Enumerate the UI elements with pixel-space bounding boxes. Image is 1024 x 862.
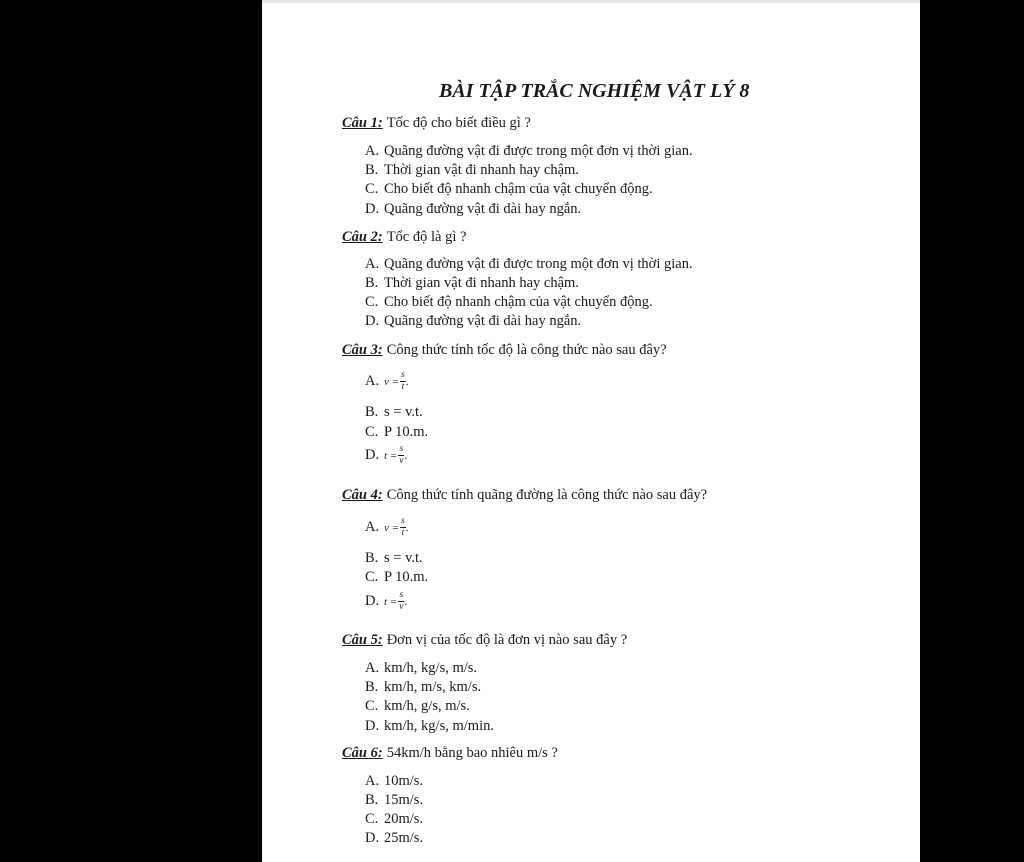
question-5 (342, 632, 627, 649)
fraction-numerator: s (399, 444, 404, 454)
question-text: Công thức tính quãng đường là công thức nào sau đây? (386, 487, 708, 503)
question-text: Đơn vị của tốc độ là đơn vị nào sau đây ? (386, 632, 628, 648)
option-letter: A. (365, 660, 380, 676)
option-text: Quãng đường vật đi dài hay ngắn. (384, 201, 582, 217)
option-row (365, 424, 428, 441)
formula-lhs: v = (384, 521, 400, 534)
option-row (365, 181, 653, 198)
option-text: Thời gian vật đi nhanh hay chậm. (384, 162, 579, 178)
option-letter: D. (365, 830, 380, 846)
option-row (365, 550, 423, 567)
option-row (365, 660, 477, 677)
option-text: 25m/s. (384, 830, 424, 846)
question-6 (342, 745, 558, 762)
option-letter: C. (365, 569, 379, 585)
option-row (365, 590, 407, 613)
formula-lhs: t = (384, 449, 398, 462)
option-text: km/h, kg/s, m/s. (384, 660, 478, 676)
option-text: P 10.m. (384, 424, 429, 440)
option-row (365, 275, 579, 292)
option-row (365, 773, 423, 790)
option-row (365, 830, 423, 847)
fraction-numerator: s (401, 516, 405, 526)
option-row (365, 792, 423, 809)
option-text: Quãng đường vật đi được trong một đơn vị thời gian. (384, 256, 693, 272)
option-row (365, 294, 653, 311)
question-label: Câu 3: (342, 342, 383, 358)
option-letter: C. (365, 181, 379, 197)
option-row (365, 404, 423, 421)
formula-tail: . (404, 595, 408, 608)
option-text: 10m/s. (384, 773, 424, 789)
fraction-denominator: t (401, 528, 405, 538)
option-letter: C. (365, 811, 379, 827)
option-letter: C. (365, 294, 379, 310)
fraction-numerator: s (399, 590, 404, 600)
option-row (365, 370, 409, 393)
option-letter: D. (365, 592, 380, 609)
option-text: km/h, g/s, m/s. (384, 698, 470, 714)
formula-tail: . (405, 521, 409, 534)
option-letter: D. (365, 446, 380, 463)
question-3 (342, 342, 667, 359)
question-text: Tốc độ cho biết điều gì ? (386, 115, 531, 131)
fraction-numerator: s (401, 370, 405, 380)
option-letter: A. (365, 372, 380, 389)
option-row (365, 811, 423, 828)
formula-lhs: v = (384, 375, 400, 388)
question-1 (342, 115, 531, 132)
fraction-denominator: v (399, 602, 404, 612)
option-letter: A. (365, 256, 380, 272)
document-page (262, 0, 920, 862)
option-letter: D. (365, 313, 380, 329)
option-letter: A. (365, 143, 380, 159)
option-text: P 10.m. (384, 569, 429, 585)
option-row (365, 698, 470, 715)
option-letter: D. (365, 718, 380, 734)
question-2 (342, 229, 466, 246)
option-letter: A. (365, 518, 380, 535)
option-text: Cho biết độ nhanh chậm của vật chuyển động. (384, 181, 653, 197)
formula-tail: . (404, 449, 408, 462)
question-label: Câu 2: (342, 229, 383, 245)
option-text: km/h, kg/s, m/min. (384, 718, 494, 734)
option-letter: B. (365, 404, 379, 420)
option-row (365, 162, 579, 179)
question-text: 54km/h bằng bao nhiêu m/s ? (386, 745, 558, 761)
option-text: km/h, m/s, km/s. (384, 679, 482, 695)
option-letter: B. (365, 275, 379, 291)
question-text: Tốc độ là gì ? (386, 229, 467, 245)
question-text: Công thức tính tốc độ là công thức nào sau đây? (386, 342, 667, 358)
option-letter: B. (365, 162, 379, 178)
option-row (365, 718, 494, 735)
formula-lhs: t = (384, 595, 398, 608)
option-row (365, 679, 481, 696)
option-text: Cho biết độ nhanh chậm của vật chuyển động. (384, 294, 653, 310)
option-letter: A. (365, 773, 380, 789)
question-4 (342, 487, 707, 504)
option-row (365, 569, 428, 586)
option-letter: B. (365, 679, 379, 695)
option-row (365, 444, 407, 467)
option-letter: B. (365, 792, 379, 808)
option-letter: B. (365, 550, 379, 566)
question-label: Câu 5: (342, 632, 383, 648)
fraction-denominator: t (401, 382, 405, 392)
document-title: BÀI TẬP TRẮC NGHIỆM VẬT LÝ 8 (439, 80, 750, 102)
option-row (365, 201, 581, 218)
option-text: Thời gian vật đi nhanh hay chậm. (384, 275, 579, 291)
option-text: Quãng đường vật đi dài hay ngắn. (384, 313, 582, 329)
question-label: Câu 6: (342, 745, 383, 761)
option-text: 15m/s. (384, 792, 424, 808)
fraction-denominator: v (399, 456, 404, 466)
formula-tail: . (405, 375, 409, 388)
question-label: Câu 1: (342, 115, 383, 131)
question-label: Câu 4: (342, 487, 383, 503)
option-text: s = v.t. (384, 550, 423, 566)
option-letter: D. (365, 201, 380, 217)
option-row (365, 256, 693, 273)
option-row (365, 516, 409, 539)
option-row (365, 313, 581, 330)
option-text: s = v.t. (384, 404, 423, 420)
option-row (365, 143, 693, 160)
option-letter: C. (365, 698, 379, 714)
option-text: Quãng đường vật đi được trong một đơn vị thời gian. (384, 143, 693, 159)
option-text: 20m/s. (384, 811, 424, 827)
option-letter: C. (365, 424, 379, 440)
